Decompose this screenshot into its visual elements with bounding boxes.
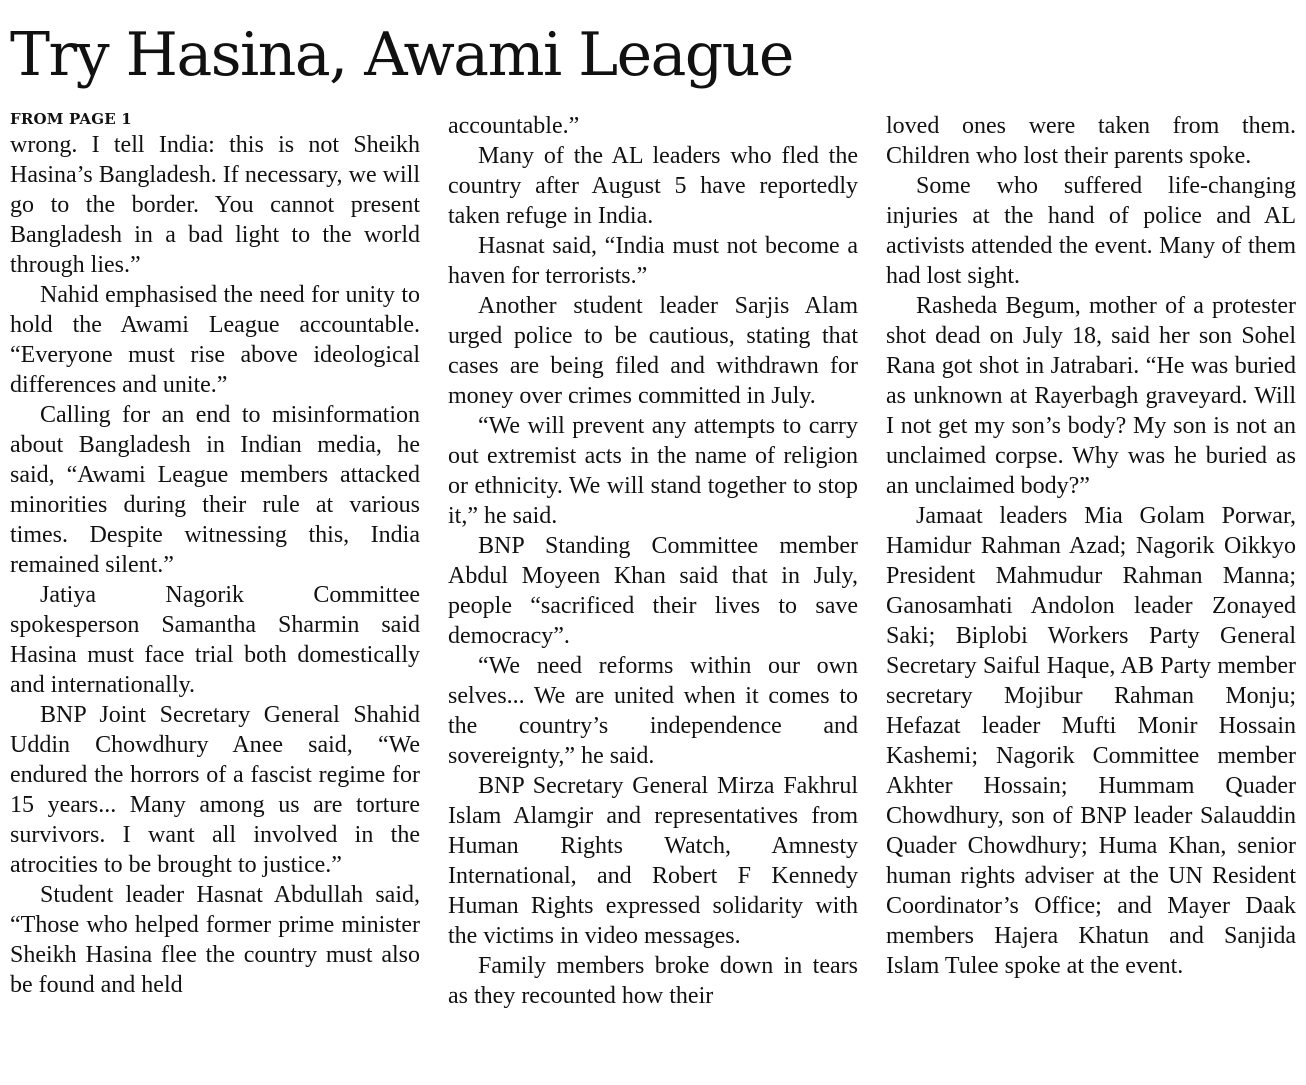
article-paragraph: wrong. I tell India: this is not Sheikh Hasina’s Bangladesh. If necessary, we will go to the border. You cannot present Bangladesh in a bad light to the world through lies.” — [10, 132, 420, 278]
article-paragraph: Some who suffered life-changing injuries at the hand of police and AL activists attended the event. Many of them had lost sight. — [886, 173, 1296, 289]
headline: Try Hasina, Awami League — [10, 20, 793, 90]
article-paragraph: loved ones were taken from them. Children who lost their parents spoke. — [886, 113, 1296, 169]
article-paragraph: BNP Standing Committee member Abdul Moyeen Khan said that in July, people “sacrificed their lives to save democracy”. — [448, 533, 858, 649]
article-column-3 — [886, 108, 1296, 1078]
article-paragraph: “We need reforms within our own selves... We are united when it comes to the country’s independence and sovereignty,” he said. — [448, 653, 858, 769]
article-paragraph: Nahid emphasised the need for unity to hold the Awami League accountable. “Everyone must rise above ideological differences and unite.” — [10, 282, 420, 398]
article-paragraph: Jatiya Nagorik Committee spokesperson Samantha Sharmin said Hasina must face trial both domestically and internationally. — [10, 582, 420, 698]
article-paragraph: “We will prevent any attempts to carry out extremist acts in the name of religion or ethnicity. We will stand together to stop it,” he said. — [448, 413, 858, 529]
continued-from-label: FROM PAGE 1 — [10, 110, 132, 128]
article-paragraph: Rasheda Begum, mother of a protester shot dead on July 18, said her son Sohel Rana got shot in Jatrabari. “He was buried as unknown at Rayerbagh graveyard. Will I not get my son’s body? My son is not an unclaimed corpse. Why was he buried as an unclaimed body?” — [886, 293, 1296, 499]
article-column-2 — [448, 108, 858, 1078]
article-paragraph: Many of the AL leaders who fled the country after August 5 have reportedly taken refuge in India. — [448, 143, 858, 229]
article-columns — [10, 108, 1296, 1078]
article-paragraph: BNP Secretary General Mirza Fakhrul Islam Alamgir and representatives from Human Rights Watch, Amnesty International, and Robert F Kennedy Human Rights expressed solidarity with the victims in video messages. — [448, 773, 858, 949]
article-paragraph: BNP Joint Secretary General Shahid Uddin Chowdhury Anee said, “We endured the horrors of a fascist regime for 15 years... Many among us are torture survivors. I want all involved in the atrocities to be brought to justice.” — [10, 702, 420, 878]
article-column-1 — [10, 108, 420, 1078]
article-paragraph: accountable.” — [448, 113, 580, 139]
article-paragraph: Jamaat leaders Mia Golam Porwar, Hamidur Rahman Azad; Nagorik Oikkyo President Mahmudur Rahman Manna; Ganosamhati Andolon leader Zonayed Saki; Biplobi Workers Party General Secretary Saiful Haque, AB Party member secretary Mojibur Rahman Monju; Hefazat leader Mufti Monir Hossain Kashemi; Nagorik Committee member Akhter Hossain; Hummam Quader Chowdhury, son of BNP leader Salauddin Quader Chowdhury; Huma Khan, senior human rights adviser at the UN Resident Coordinator’s Office; and Mayer Daak members Hajera Khatun and Sanjida Islam Tulee spoke at the event. — [886, 503, 1296, 979]
article-paragraph: Family members broke down in tears as they recounted how their — [448, 953, 858, 1009]
article-paragraph: Student leader Hasnat Abdullah said, “Those who helped former prime minister Sheikh Hasina flee the country must also be found and held — [10, 882, 420, 998]
article-paragraph: Another student leader Sarjis Alam urged police to be cautious, stating that cases are being filed and withdrawn for money over crimes committed in July. — [448, 293, 858, 409]
article-paragraph: Calling for an end to misinformation about Bangladesh in Indian media, he said, “Awami League members attacked minorities during their rule at various times. Despite witnessing this, India remained silent.” — [10, 402, 420, 578]
article-paragraph: Hasnat said, “India must not become a haven for terrorists.” — [448, 233, 858, 289]
